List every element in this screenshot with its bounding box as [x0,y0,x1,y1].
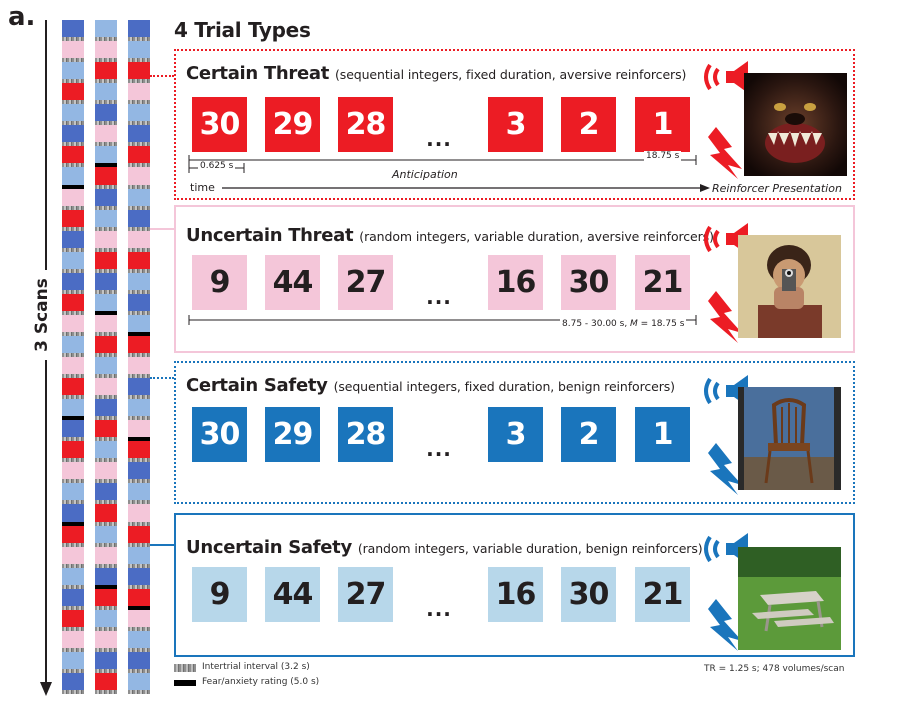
gun-pointing-photo [738,235,841,338]
wooden-chair-photo [738,387,841,490]
scan-block [95,652,117,669]
trial-description: (random integers, variable duration, aversive reinforcers) [359,229,714,244]
certain-threat-title [186,63,686,84]
scan-block [62,357,84,374]
scan-block [128,462,150,479]
scan-block [62,146,84,163]
connector-certain-threat [150,75,174,77]
random-number: 21 [635,567,690,622]
scan-block [62,62,84,79]
snarling-dog-photo [744,73,847,176]
scan-block [128,294,150,311]
scan-block [62,652,84,669]
trial-title: Certain Safety [186,375,328,396]
scan-block [95,378,117,395]
scan-block [95,146,117,163]
random-number: 9 [192,567,247,622]
scan-block [95,526,117,543]
ellipsis: ... [426,285,452,309]
scan-block [95,252,117,269]
ellipsis: ... [426,597,452,621]
scan-block [128,441,150,458]
scan-block [128,125,150,142]
scan-block [95,420,117,437]
scan-block [62,526,84,543]
scan-block [62,20,84,37]
scan-block [95,273,117,290]
scan-block [95,167,117,184]
countdown-number: 1 [635,407,690,462]
mean-value: = 18.75 s [637,319,685,329]
scan-strip-1 [62,20,84,694]
scan-block [128,210,150,227]
scan-block [95,41,117,58]
countdown-number: 30 [192,407,247,462]
scan-block [62,399,84,416]
iti-gap [128,690,150,694]
uncertain-duration-label [560,319,686,329]
scan-block [62,104,84,121]
scan-block [128,504,150,521]
scan-block [95,315,117,332]
certain-safety-title [186,375,675,396]
scan-block [95,441,117,458]
countdown-number: 3 [488,407,543,462]
scan-block [62,210,84,227]
scan-block [128,399,150,416]
scan-block [95,104,117,121]
scan-block [128,231,150,248]
picnic-table-photo [738,547,841,650]
scan-block [62,441,84,458]
connector-certain-safety [150,377,174,379]
scan-block [128,420,150,437]
scan-block [62,673,84,690]
rating-legend-swatch [174,680,196,686]
random-number: 21 [635,255,690,310]
scan-block [95,62,117,79]
scan-block [95,125,117,142]
random-number: 27 [338,255,393,310]
main-title: 4 Trial Types [174,18,311,42]
countdown-number: 29 [265,97,320,152]
iti-legend-label: Intertrial interval (3.2 s) [202,662,310,672]
time-arrow [222,181,712,195]
scan-block [95,462,117,479]
panel-label: a. [8,2,36,32]
scans-label-box [30,270,54,360]
iti-legend-swatch [174,664,196,672]
mean-symbol: M [630,319,638,329]
scan-block [62,378,84,395]
scan-block [62,41,84,58]
scan-block [62,568,84,585]
scan-block [95,568,117,585]
scan-block [95,589,117,606]
scan-block [128,589,150,606]
countdown-number: 30 [192,97,247,152]
scan-block [95,399,117,416]
scan-block [62,167,84,184]
scan-block [62,483,84,500]
uncertain-threat-panel [174,205,855,353]
countdown-number: 28 [338,407,393,462]
random-number: 16 [488,255,543,310]
certain-safety-panel [174,361,855,504]
scan-block [62,189,84,206]
countdown-number: 29 [265,407,320,462]
uncertain-threat-title [186,225,714,246]
anticipation-label: Anticipation [392,168,458,181]
scan-block [128,336,150,353]
scans-label: 3 Scans [32,278,53,352]
connector-uncertain-safety [150,544,174,546]
scan-strip-2 [95,20,117,694]
ellipsis: ... [426,127,452,151]
scan-block [95,231,117,248]
certain-threat-panel [174,49,855,200]
scan-block [62,252,84,269]
trial-title: Certain Threat [186,63,330,84]
scan-block [62,589,84,606]
scan-block [128,146,150,163]
number-duration-label: 0.625 s [200,161,234,171]
scan-block [128,673,150,690]
time-label: time [190,181,215,194]
trial-description: (sequential integers, fixed duration, aversive reinforcers) [335,67,687,82]
countdown-number: 3 [488,97,543,152]
iti-gap [62,690,84,694]
trial-description: (sequential integers, fixed duration, benign reinforcers) [333,379,675,394]
uncertain-safety-panel [174,513,855,657]
scan-block [62,631,84,648]
trial-title: Uncertain Safety [186,537,352,558]
scan-block [62,462,84,479]
scan-block [128,189,150,206]
scan-block [95,610,117,627]
scan-block [128,610,150,627]
scan-block [62,336,84,353]
scan-block [95,631,117,648]
certain-total-label: 18.75 s [646,151,680,161]
trial-description: (random integers, variable duration, benign reinforcers) [357,541,703,556]
iti-gap [95,690,117,694]
scan-block [128,357,150,374]
reinforcer-presentation-label: Reinforcer Presentation [712,182,842,195]
scan-block [95,336,117,353]
uncertain-safety-title [186,537,703,558]
scan-block [62,125,84,142]
scan-block [95,547,117,564]
random-number: 9 [192,255,247,310]
scan-block [95,20,117,37]
scan-block [95,189,117,206]
countdown-number: 28 [338,97,393,152]
scan-block [62,273,84,290]
scan-block [128,378,150,395]
connector-uncertain-threat [150,228,174,230]
scan-block [128,83,150,100]
scan-block [62,504,84,521]
scan-block [128,315,150,332]
scan-block [128,568,150,585]
timing-brackets [188,153,698,167]
random-number: 30 [561,255,616,310]
scan-block [128,104,150,121]
scan-block [95,83,117,100]
tr-info: TR = 1.25 s; 478 volumes/scan [704,664,845,674]
scan-block [128,483,150,500]
scan-block [62,83,84,100]
scan-block [128,631,150,648]
scan-block [62,315,84,332]
countdown-number: 1 [635,97,690,152]
scan-block [95,210,117,227]
scan-block [95,294,117,311]
countdown-number: 2 [561,407,616,462]
scan-block [128,41,150,58]
scan-block [62,420,84,437]
scan-block [128,252,150,269]
scan-block [62,610,84,627]
random-number: 16 [488,567,543,622]
scan-block [128,526,150,543]
random-number: 30 [561,567,616,622]
scan-block [128,20,150,37]
duration-range: 8.75 - 30.00 s, [562,319,631,329]
scan-block [62,231,84,248]
scan-block [128,167,150,184]
countdown-number: 2 [561,97,616,152]
trial-title: Uncertain Threat [186,225,354,246]
scan-block [62,547,84,564]
scan-block [95,673,117,690]
scan-block [128,652,150,669]
random-number: 27 [338,567,393,622]
scan-block [95,504,117,521]
random-number: 44 [265,567,320,622]
scan-block [95,357,117,374]
ellipsis: ... [426,437,452,461]
scan-block [95,483,117,500]
scan-block [128,62,150,79]
random-number: 44 [265,255,320,310]
scan-block [62,294,84,311]
scan-strip-3 [128,20,150,694]
scan-block [128,547,150,564]
rating-legend-label: Fear/anxiety rating (5.0 s) [202,677,320,687]
scan-block [128,273,150,290]
